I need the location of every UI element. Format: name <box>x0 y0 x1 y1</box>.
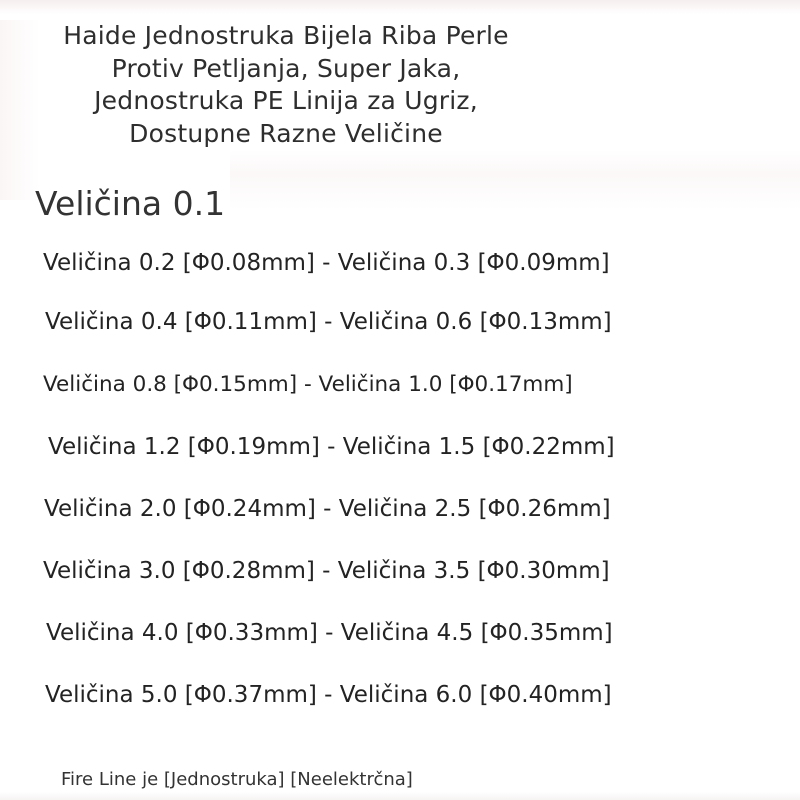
fire-line-note: Fire Line je [Jednostruka] [Neelektrčna] <box>61 769 413 790</box>
product-title-line: Protiv Petljanja, Super Jaka, <box>111 53 461 83</box>
size-option-5.0-6.0[interactable]: Veličina 5.0 [Φ0.37mm] - Veličina 6.0 [Φ0.40mm] <box>45 682 612 708</box>
product-title <box>36 20 536 150</box>
size-option-0.8-1.0[interactable]: Veličina 0.8 [Φ0.15mm] - Veličina 1.0 [Φ0.17mm] <box>43 370 573 400</box>
top-tint <box>0 0 800 14</box>
product-title-line: Jednostruka PE Linija za Ugriz, <box>94 86 478 115</box>
background-tint <box>0 20 40 200</box>
size-option-1.2-1.5[interactable]: Veličina 1.2 [Φ0.19mm] - Veličina 1.5 [Φ0.22mm] <box>48 434 615 460</box>
product-title-line: Haide Jednostruka Bijela Riba Perle <box>63 21 509 50</box>
size-option-4.0-4.5[interactable]: Veličina 4.0 [Φ0.33mm] - Veličina 4.5 [Φ0.35mm] <box>46 620 613 646</box>
size-option-2.0-2.5[interactable]: Veličina 2.0 [Φ0.24mm] - Veličina 2.5 [Φ0.26mm] <box>44 496 611 522</box>
selected-size-heading: Veličina 0.1 <box>35 184 226 223</box>
size-option-0.4-0.6[interactable]: Veličina 0.4 [Φ0.11mm] - Veličina 0.6 [Φ0.13mm] <box>45 309 612 335</box>
background-band <box>230 150 800 210</box>
size-option-0.2-0.3[interactable]: Veličina 0.2 [Φ0.08mm] - Veličina 0.3 [Φ0.09mm] <box>43 250 610 276</box>
product-title-line: Dostupne Razne Veličine <box>129 118 443 148</box>
size-option-3.0-3.5[interactable]: Veličina 3.0 [Φ0.28mm] - Veličina 3.5 [Φ0.30mm] <box>43 558 610 584</box>
bottom-tint <box>0 792 800 800</box>
